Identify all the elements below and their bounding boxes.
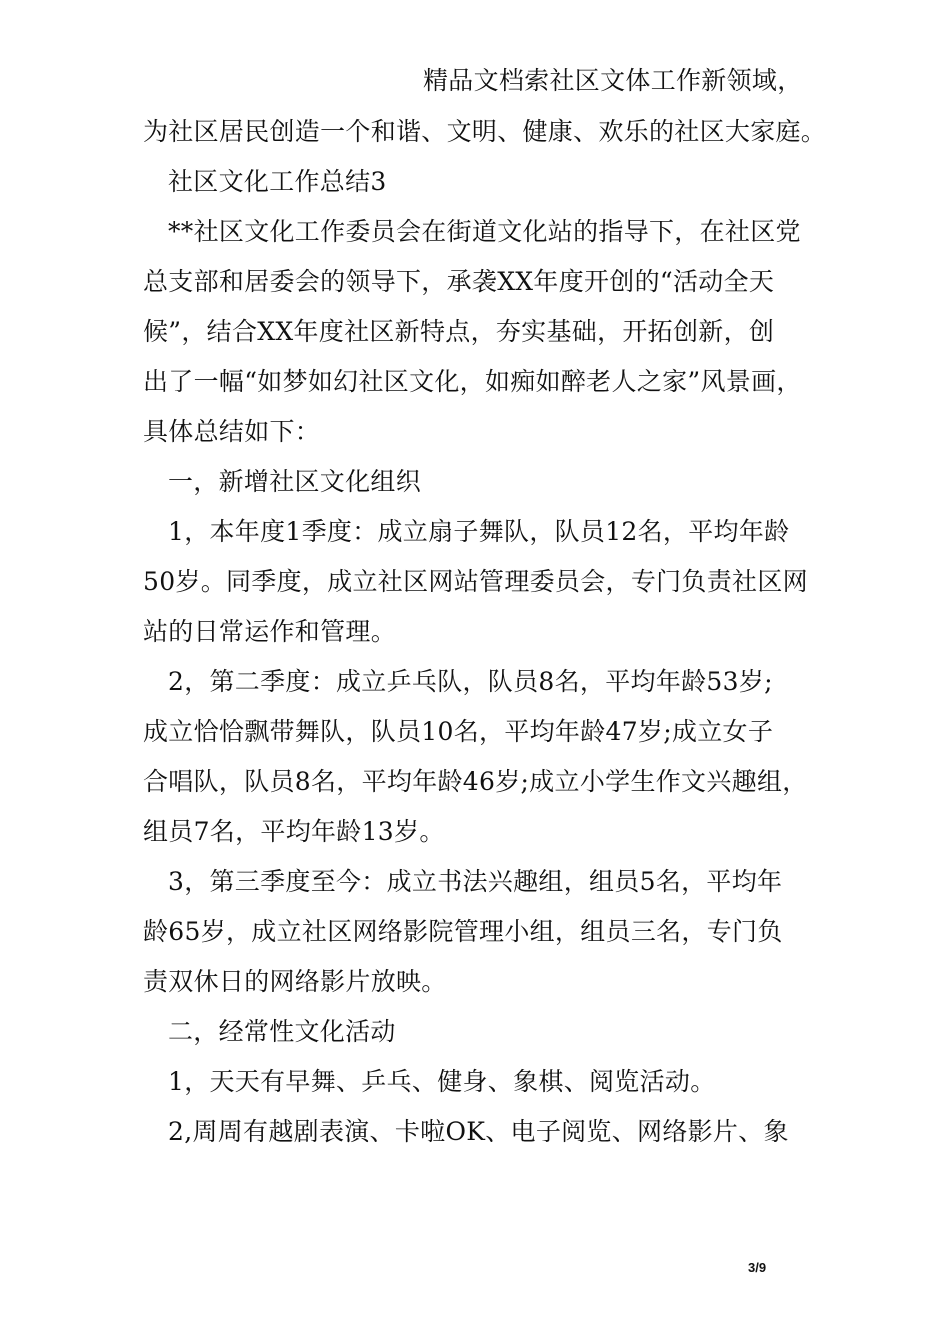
section-title: 社区文化工作总结3 bbox=[168, 167, 387, 196]
paragraph-line: 成立恰恰飘带舞队，队员10名，平均年龄47岁;成立女子 bbox=[143, 717, 774, 746]
paragraph-line: 站的日常运作和管理。 bbox=[143, 617, 397, 646]
paragraph-line: 50岁。同季度，成立社区网站管理委员会，专门负责社区网 bbox=[143, 567, 808, 596]
paragraph-line: 为社区居民创造一个和谐、文明、健康、欢乐的社区大家庭。 bbox=[143, 117, 827, 146]
heading-line: 一，新增社区文化组织 bbox=[168, 467, 422, 496]
paragraph-line: 责双休日的网络影片放映。 bbox=[143, 967, 447, 996]
paragraph-line: 龄65岁，成立社区网络影院管理小组，组员三名，专门负 bbox=[143, 917, 783, 946]
paragraph-line: 组员7名，平均年龄13岁。 bbox=[143, 817, 445, 846]
header-line: 精品文档索社区文体工作新领域， bbox=[423, 66, 803, 95]
paragraph-line: 合唱队，队员8名，平均年龄46岁;成立小学生作文兴趣组， bbox=[143, 767, 808, 796]
heading-line: 二，经常性文化活动 bbox=[168, 1017, 396, 1046]
paragraph-line: 3，第三季度至今：成立书法兴趣组，组员5名，平均年 bbox=[168, 867, 783, 896]
paragraph-line: 总支部和居委会的领导下，承袭XX年度开创的“活动全天 bbox=[143, 267, 775, 296]
paragraph-line: 1，本年度1季度：成立扇子舞队，队员12名，平均年龄 bbox=[168, 517, 790, 546]
paragraph-line: 出了一幅“如梦如幻社区文化，如痴如醉老人之家”风景画， bbox=[143, 367, 802, 396]
paragraph-line: 2,周周有越剧表演、卡啦OK、电子阅览、网络影片、象 bbox=[168, 1117, 789, 1146]
page-number: 3/9 bbox=[748, 1260, 767, 1275]
paragraph-line: 2，第二季度：成立乒乓队，队员8名，平均年龄53岁; bbox=[168, 667, 773, 696]
paragraph-line: 候”，结合XX年度社区新特点，夯实基础，开拓创新，创 bbox=[143, 317, 775, 346]
paragraph-line: 具体总结如下： bbox=[143, 417, 321, 446]
paragraph-line: 1，天天有早舞、乒乓、健身、象棋、阅览活动。 bbox=[168, 1067, 716, 1096]
paragraph-line: **社区文化工作委员会在街道文化站的指导下，在社区党 bbox=[168, 217, 801, 246]
